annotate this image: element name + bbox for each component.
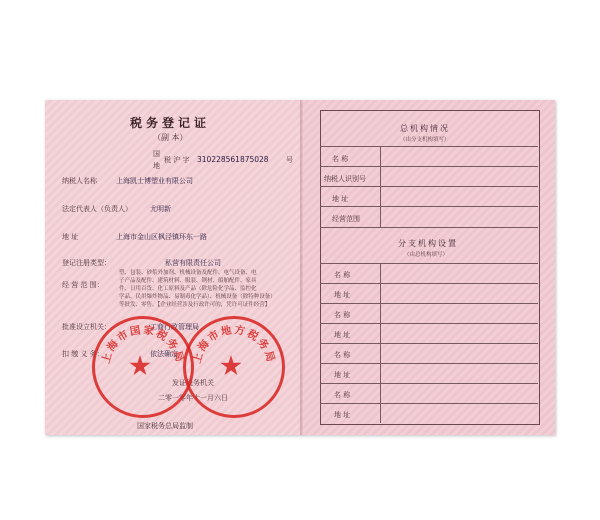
- info-table-frame: [320, 110, 540, 425]
- legal-rep-value: 尤明新: [150, 205, 171, 213]
- table-row-divider: [320, 363, 538, 364]
- withholding-label: 扣 缴 义 务：: [62, 350, 104, 358]
- supervision-footer: 国家税务总局监制: [137, 422, 193, 430]
- reg-type-value: 私营有限责任公司: [165, 259, 221, 267]
- national-tax-seal-text: 上海市国家税务局: [99, 324, 187, 365]
- table-row-label: 地 址: [334, 291, 351, 299]
- scope-line: 塑、包装、砂浆外加剂、机械设备及配件、电气设备、电: [119, 270, 257, 276]
- table-row-divider: [320, 303, 538, 304]
- table-row-divider: [320, 343, 538, 344]
- scope-label: 经 营 范 围：: [62, 281, 104, 289]
- table-row-divider: [320, 403, 538, 404]
- table-row-label: 名 称: [334, 351, 351, 359]
- table-row-divider: [320, 383, 538, 384]
- approval-label: 批准设立机关：: [62, 323, 111, 331]
- scope-line: 件、日用百货、化工原料及产品（除危险化学品、监控化: [119, 286, 257, 292]
- table-row-label: 地 址: [332, 195, 349, 203]
- svg-text:上海市地方税务局: [190, 323, 278, 365]
- local-tax-seal-text: 上海市地方税务局: [190, 324, 278, 365]
- tax-no-label-bottom: 地: [153, 162, 160, 170]
- scope-line: 子产品及配件、建筑材料、服装、钢材、船舶配件、家具: [119, 278, 257, 284]
- certificate-title: 税务登记证: [130, 116, 211, 130]
- book-spine: [300, 100, 304, 435]
- table-row-divider: [320, 206, 538, 207]
- local-tax-seal: [183, 316, 285, 418]
- legal-rep-label: 法定代表人（负责人）: [62, 205, 132, 213]
- national-tax-seal: [92, 316, 194, 418]
- table-row-label: 地 址: [334, 331, 351, 339]
- reg-type-label: 登记注册类型：: [62, 259, 111, 267]
- scope-line: 学品、民用爆炸物品、易制毒化学品）、机械设备（除特种设备）: [119, 294, 276, 300]
- tax-no-label-top: 国: [153, 150, 160, 158]
- taxpayer-name-label: 纳税人名称: [62, 177, 97, 185]
- withholding-value: 依法确定: [150, 350, 178, 358]
- branch-title: 分支机构设置: [398, 239, 458, 248]
- address-value: 上海市金山区枫泾镇环东一路: [116, 233, 207, 241]
- scope-line: 等批发、零售。【企业经营涉及行政许可的，凭许可证件经营】: [119, 302, 271, 308]
- table-row-divider: [320, 227, 538, 228]
- table-row-label: 名 称: [334, 311, 351, 319]
- tax-no-label: 税 沪 字: [164, 156, 190, 164]
- table-row-label: 纳税人识别号: [324, 175, 366, 183]
- address-label: 地 址: [62, 233, 79, 241]
- table-row-divider: [320, 323, 538, 324]
- table-row-label: 名 称: [332, 155, 349, 163]
- table-row-label: 名 称: [334, 391, 351, 399]
- table-row-label: 地 址: [334, 371, 351, 379]
- table-row-divider: [320, 283, 538, 284]
- head-office-title: 总机构情况: [400, 124, 450, 133]
- table-row-divider: [320, 146, 538, 147]
- table-row-label: 经营范围: [332, 215, 360, 223]
- issuing-authority-label: 发证税务机关: [172, 379, 214, 387]
- certificate-subtitle: （副 本）: [153, 133, 188, 142]
- head-office-note: （由分支机构填写）: [400, 137, 450, 143]
- approval-value: 工商行政管理局: [150, 323, 199, 331]
- issue-date: 二零一零年十一月六日: [158, 394, 228, 402]
- table-row-divider: [320, 263, 538, 264]
- tax-no-suffix: 号: [286, 156, 293, 164]
- table-row-label: 地 址: [334, 411, 351, 419]
- taxpayer-name-value: 上海凯士博塑业有限公司: [116, 177, 193, 185]
- tax-no-value: 310228561875028: [197, 155, 269, 164]
- svg-text:上海市国家税务局: [99, 323, 187, 365]
- table-row-divider: [320, 166, 538, 167]
- table-row-label: 名 称: [334, 271, 351, 279]
- table-row-divider: [320, 186, 538, 187]
- branch-note: （由总机构填写）: [404, 252, 449, 258]
